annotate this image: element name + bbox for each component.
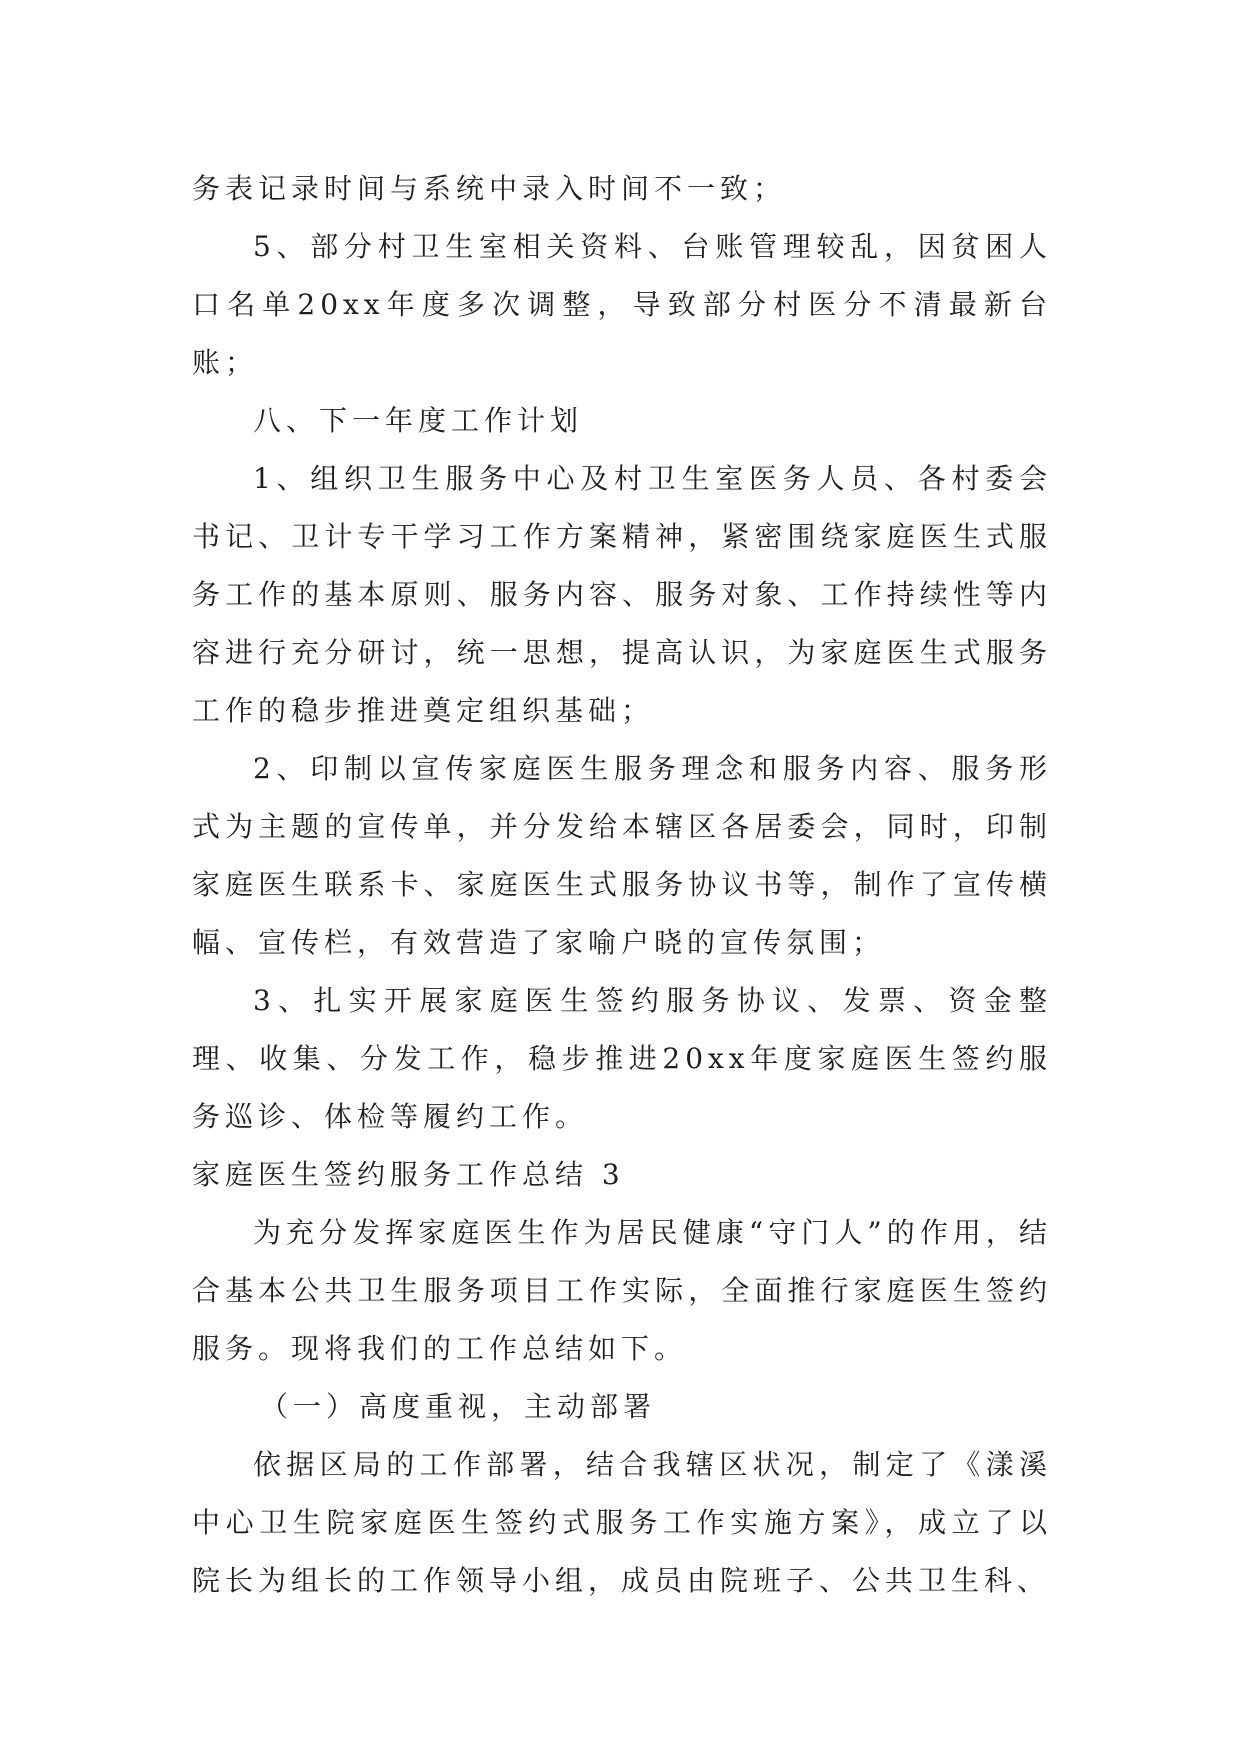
heading-next-year-plan: 八、下一年度工作计划 bbox=[253, 404, 584, 437]
section-title: 家庭医生签约服务工作总结 3 bbox=[192, 1158, 625, 1191]
paragraph-continuation: 务表记录时间与系统中录入时间不一致； bbox=[192, 172, 787, 205]
paragraph-plan-item-3: 3、扎实开展家庭医生签约服务协议、发票、资金整理、收集、分发工作，稳步推进20xx年度家庭医生签约服务巡诊、体检等履约工作。 bbox=[192, 984, 1052, 1133]
paragraph-item-5: 5、部分村卫生室相关资料、台账管理较乱，因贫困人口名单20xx年度多次调整，导致部分村医分不清最新台账； bbox=[192, 230, 1052, 379]
paragraph-plan-item-2: 2、印制以宣传家庭医生服务理念和服务内容、服务形式为主题的宣传单，并分发给本辖区各居委会，同时，印制家庭医生联系卡、家庭医生式服务协议书等，制作了宣传横幅、宣传栏，有效营造了家喻户晓的宣传氛围； bbox=[192, 752, 1052, 959]
document-body bbox=[192, 160, 1052, 1610]
paragraph-deployment: 依据区局的工作部署，结合我辖区状况，制定了《漾溪中心卫生院家庭医生签约式服务工作实施方案》，成立了以院长为组长的工作领导小组，成员由院班子、公共卫生科、 bbox=[192, 1448, 1052, 1597]
paragraph-plan-item-1: 1、组织卫生服务中心及村卫生室医务人员、各村委会书记、卫计专干学习工作方案精神，紧密围绕家庭医生式服务工作的基本原则、服务内容、服务对象、工作持续性等内容进行充分研讨，统一思想，提高认识，为家庭医生式服务工作的稳步推进奠定组织基础； bbox=[192, 462, 1052, 727]
sub-heading-1: （一）高度重视，主动部署 bbox=[260, 1390, 657, 1423]
paragraph-intro: 为充分发挥家庭医生作为居民健康“守门人”的作用，结合基本公共卫生服务项目工作实际，全面推行家庭医生签约服务。现将我们的工作总结如下。 bbox=[192, 1216, 1052, 1365]
